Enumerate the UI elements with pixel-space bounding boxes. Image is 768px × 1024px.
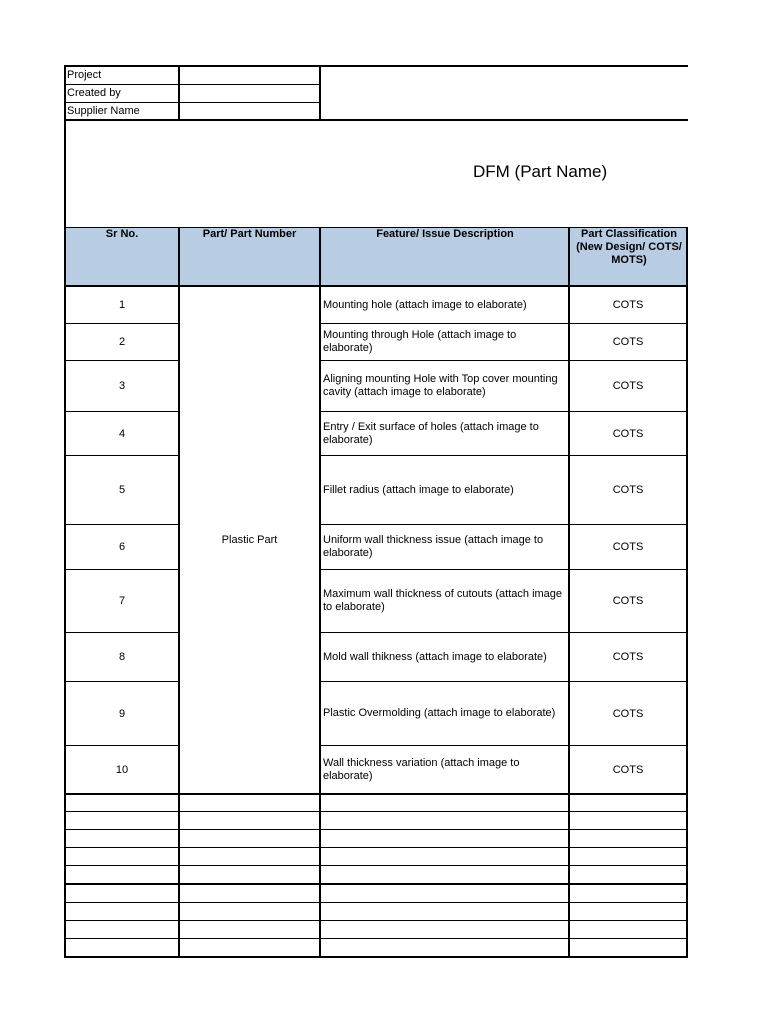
grid-line	[64, 956, 688, 958]
sr-no-cell: 8	[118, 651, 126, 663]
sr-no-cell: 3	[118, 380, 126, 392]
document-title: DFM (Part Name)	[473, 162, 608, 181]
sr-no-cell: 7	[118, 595, 126, 607]
feature-description-cell: Plastic Overmolding (attach image to elaborate)	[323, 707, 556, 719]
project-field[interactable]	[180, 67, 319, 84]
grid-line	[64, 865, 688, 866]
feature-description-cell: Mounting through Hole (attach image to elaborate)	[323, 329, 517, 354]
supplier-name-field[interactable]	[180, 103, 319, 119]
feature-description-cell: Entry / Exit surface of holes (attach image to elaborate)	[323, 420, 539, 446]
feature-description-cell: Fillet radius (attach image to elaborate)	[323, 483, 514, 496]
header-sr-no: Sr No.	[105, 228, 139, 240]
created-by-label: Created by	[67, 87, 121, 99]
grid-line	[64, 793, 688, 795]
classification-cell: COTS	[612, 427, 644, 440]
sr-no-cell: 4	[118, 427, 126, 440]
project-label: Project	[67, 69, 102, 81]
classification-cell: COTS	[612, 651, 644, 663]
grid-line	[64, 938, 688, 939]
sr-no-cell: 6	[118, 541, 126, 553]
grid-line	[64, 829, 688, 830]
classification-cell: COTS	[612, 380, 644, 392]
header-feature-description: Feature/ Issue Description	[376, 228, 514, 240]
grid-line	[64, 65, 688, 67]
classification-cell: COTS	[612, 541, 644, 553]
grid-line	[319, 65, 321, 121]
grid-line	[64, 902, 688, 903]
sr-no-cell: 1	[118, 299, 126, 311]
grid-line	[64, 883, 688, 885]
classification-cell: COTS	[612, 484, 644, 496]
feature-description-cell: Uniform wall thickness issue (attach image to elaborate)	[323, 534, 544, 559]
grid-line	[64, 119, 688, 121]
supplier-name-label: Supplier Name	[67, 105, 140, 117]
grid-line	[64, 811, 688, 812]
classification-cell: COTS	[612, 299, 644, 311]
classification-cell: COTS	[612, 763, 644, 776]
grid-line	[64, 847, 688, 848]
classification-cell: COTS	[612, 595, 644, 607]
sr-no-cell: 9	[118, 707, 126, 720]
created-by-field[interactable]	[180, 85, 319, 102]
feature-description-cell: Aligning mounting Hole with Top cover mounting cavity (attach image to elaborate)	[323, 373, 558, 398]
classification-cell: COTS	[612, 707, 644, 720]
feature-description-cell: Maximum wall thickness of cutouts (attach image to elaborate)	[323, 588, 563, 613]
feature-description-cell: Mold wall thikness (attach image to elaborate)	[323, 650, 547, 663]
grid-line	[64, 920, 688, 921]
classification-cell: COTS	[612, 336, 644, 348]
part-name-cell: Plastic Part	[221, 534, 278, 546]
sr-no-cell: 2	[118, 336, 126, 348]
feature-description-cell: Wall thickness variation (attach image to elaborate)	[323, 756, 520, 782]
sr-no-cell: 10	[115, 763, 129, 776]
header-part-number: Part/ Part Number	[202, 228, 297, 240]
header-part-classification: Part Classification (New Design/ COTS/ MOTS)	[576, 228, 682, 266]
feature-description-cell: Mounting hole (attach image to elaborate)	[323, 298, 527, 311]
sr-no-cell: 5	[118, 484, 126, 496]
